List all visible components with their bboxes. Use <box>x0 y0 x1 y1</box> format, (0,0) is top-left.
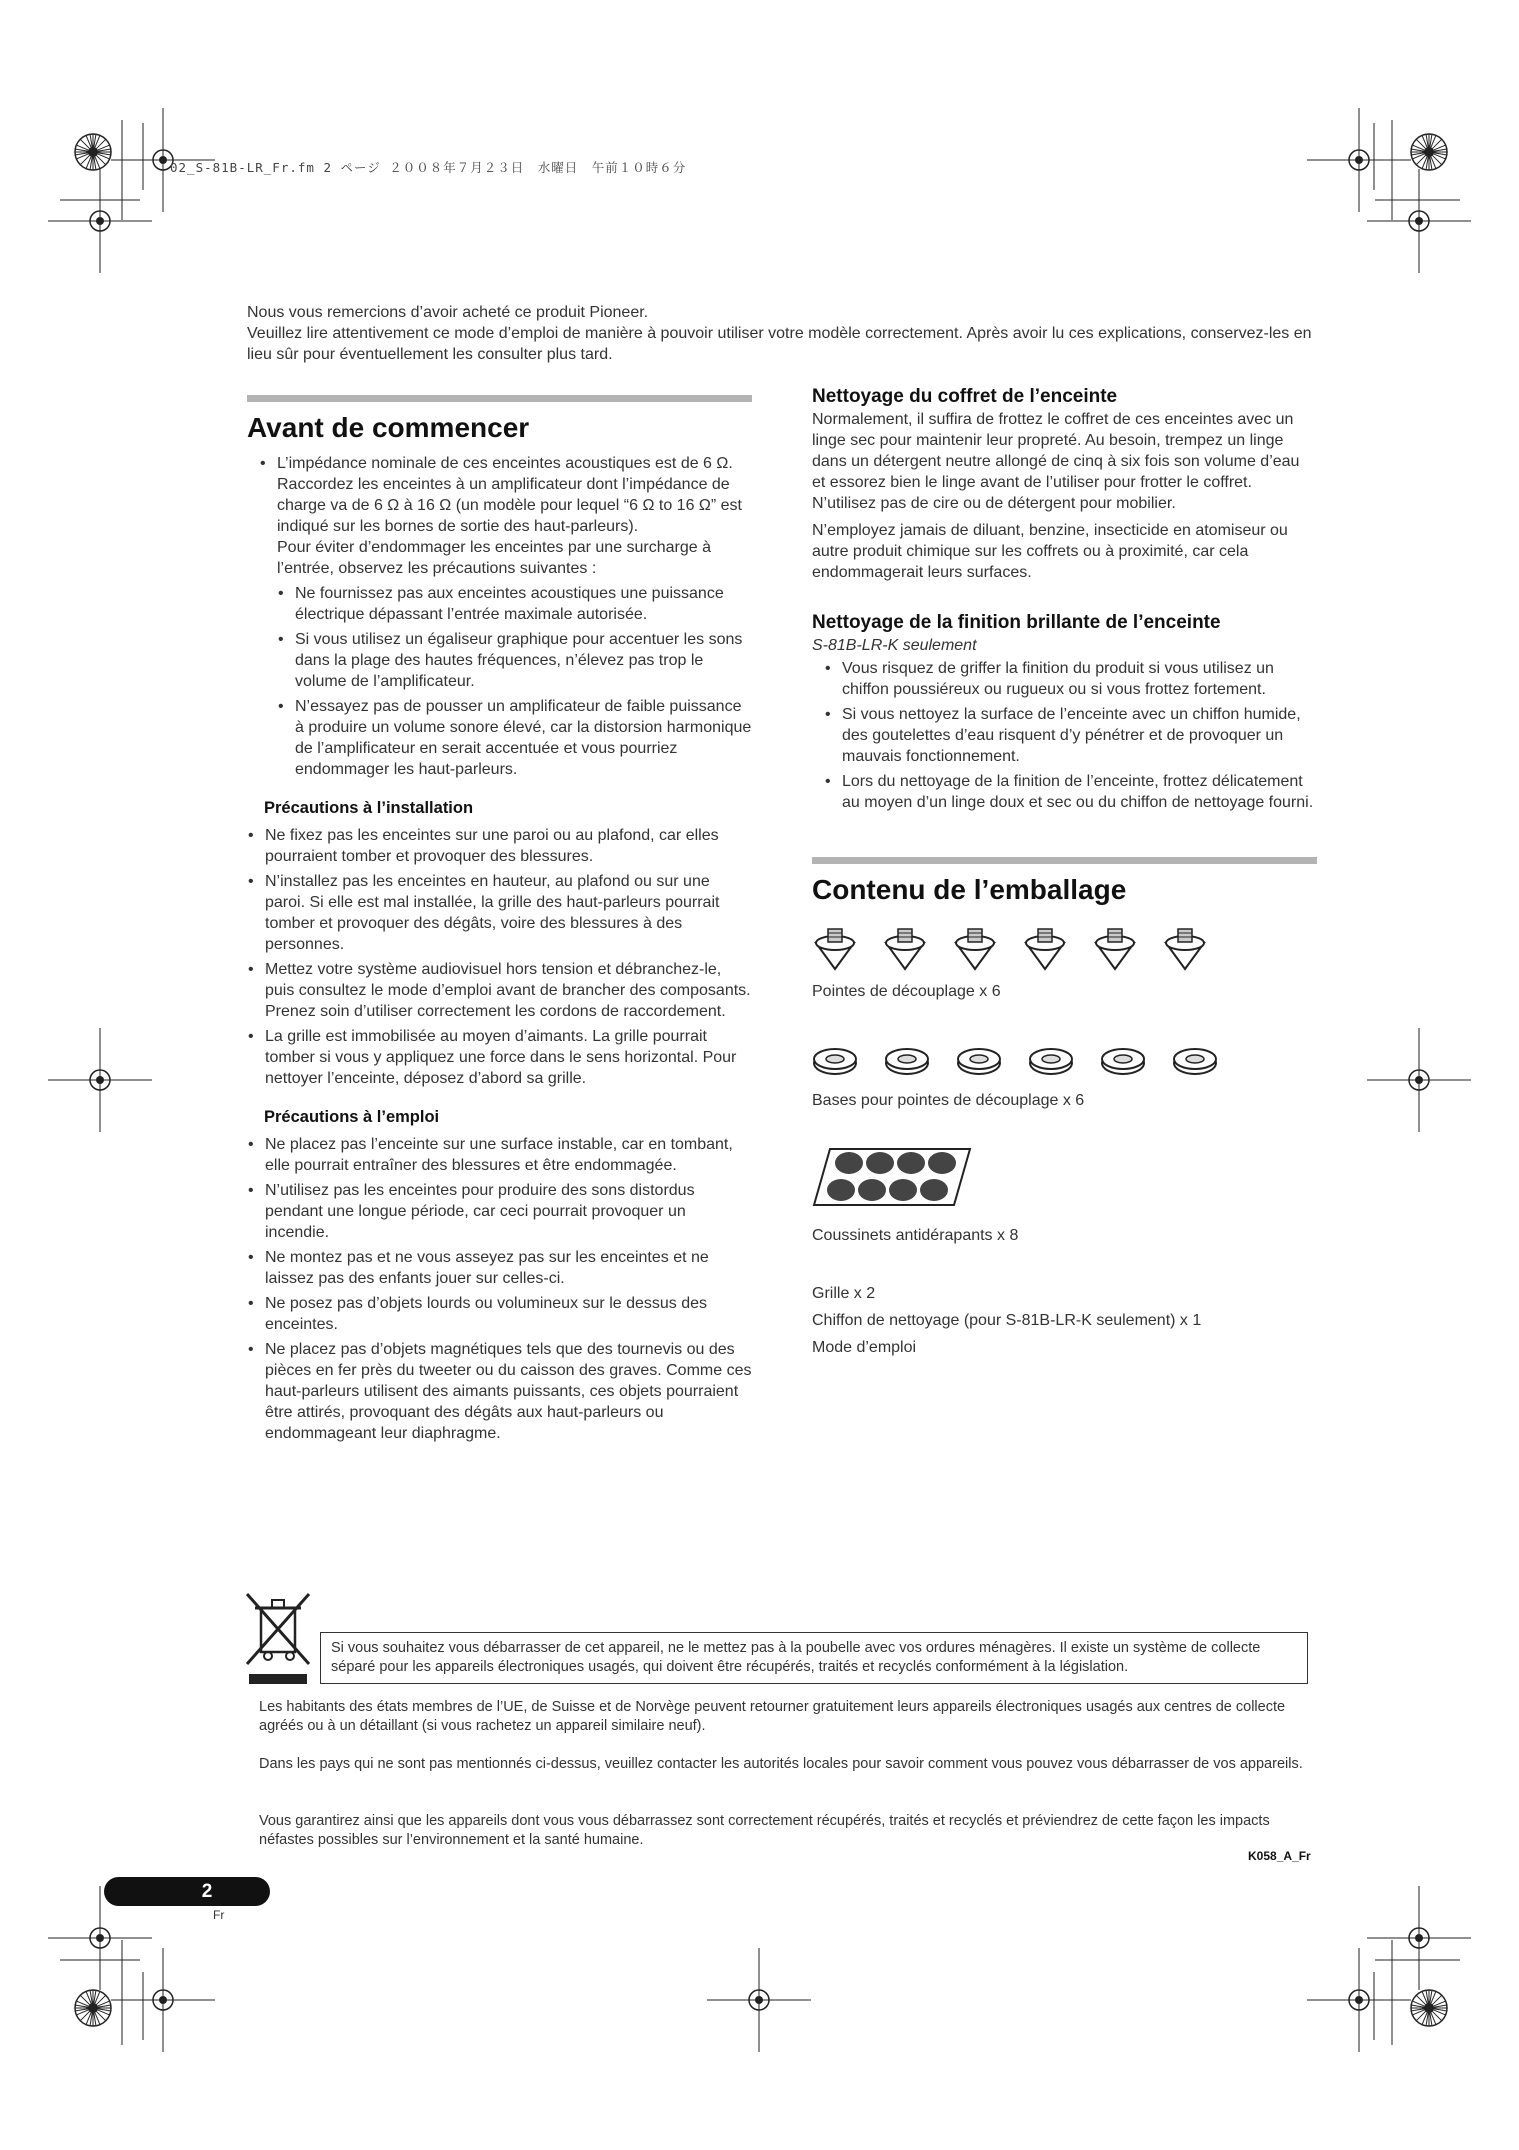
list-item: • La grille est immobilisée au moyen d’aimants. La grille pourrait tomber si vous y appliquez une force dans le sens horizontal. Pour nettoyer l’enceinte, déposez d’abord sa grille. <box>235 1026 752 1089</box>
list-item: • Si vous nettoyez la surface de l’enceinte avec un chiffon humide, des goutelettes d’eau risquent d’y pénétrer et de provoquer un mauvais fonctionnement. <box>812 704 1317 767</box>
right-column <box>812 385 1317 1361</box>
base-icon <box>884 1046 930 1076</box>
heading-bar <box>812 857 1317 864</box>
coffret-p1: Normalement, il suffira de frottez le coffret de ces enceintes avec un linge sec pour maintenir leur propreté. Au besoin, trempez un linge dans un détergent neutre allongé de cinq à six fois son volume d’eau et essorez bien le linge avant de l’utiliser pour frotter le coffret. N’utilisez pas de cire ou de détergent pour mobilier. <box>812 411 1300 512</box>
contenu-line: Mode d’emploi <box>812 1339 917 1356</box>
list-item: • Ne fournissez pas aux enceintes acoustiques une puissance électrique dépassant l’entrée maximale autorisée. <box>247 583 752 625</box>
weee-p2: Dans les pays qui ne sont pas mentionnés ci-dessus, veuillez contacter les autorités locales pour savoir comment vous pouvez vous débarrasser de vos appareils. <box>259 1756 1303 1772</box>
pads-sheet-icon <box>812 1147 972 1207</box>
list-item: • Mettez votre système audiovisuel hors tension et débranchez-le, puis consultez le mode d’emploi avant de brancher des composants. Prenez soin d’utiliser correctement les cordons de raccordement. <box>235 959 752 1022</box>
crossed-bin-icon <box>245 1592 313 1688</box>
pads-caption: Coussinets antidérapants x 8 <box>812 1227 1019 1244</box>
base-icon <box>1100 1046 1146 1076</box>
list-item: • N’installez pas les enceintes en hauteur, au plafond ou sur une paroi. Si elle est mal installée, la grille des haut-parleurs pourrait tomber et provoquer des dégâts, voire des blessures à des personnes. <box>235 871 752 955</box>
emploi-list <box>235 1134 752 1444</box>
list-item <box>247 453 752 780</box>
spike-icon <box>1162 925 1208 971</box>
avant-bullet-text: L’impédance nominale de ces enceintes acoustiques est de 6 Ω. Raccordez les enceintes à un amplificateur dont l’impédance de charge va de 6 Ω à 16 Ω (un modèle pour lequel “6 Ω to 16 Ω” est indiqué sur les bornes de sortie des haut-parleurs). <box>277 455 742 535</box>
list-item: • Ne montez pas et ne vous asseyez pas sur les enceintes et ne laissez pas des enfants jouer sur celles-ci. <box>235 1247 752 1289</box>
list-item: • N’essayez pas de pousser un amplificateur de faible puissance à produire un volume sonore élevé, car la distorsion harmonique de l’amplificateur en serait accentuée et vous pourriez endommager les haut-parleurs. <box>247 696 752 780</box>
finition-list <box>812 658 1317 813</box>
intro-read: Veuillez lire attentivement ce mode d’emploi de manière à pouvoir utiliser votre modèle correctement. Après avoir lu ces explications, conservez-les en lieu sûr pour éventuellement les consulter plus tard. <box>247 325 1312 363</box>
finition-title: Nettoyage de la finition brillante de l’enceinte <box>812 612 1221 633</box>
list-item: • Ne fixez pas les enceintes sur une paroi ou au plafond, car elles pourraient tomber et provoquer des blessures. <box>235 825 752 867</box>
list-item: • Ne posez pas d’objets lourds ou volumineux sur le dessus des enceintes. <box>235 1293 752 1335</box>
spikes-caption: Pointes de découplage x 6 <box>812 983 1001 1000</box>
base-icon <box>1028 1046 1074 1076</box>
base-icon <box>812 1046 858 1076</box>
heading-bar <box>247 395 752 402</box>
bases-caption: Bases pour pointes de découplage x 6 <box>812 1092 1085 1109</box>
page-number-text: 2 <box>201 1881 213 1902</box>
spikes-illustration <box>812 925 1317 971</box>
print-header: 02_S-81B-LR_Fr.fm 2 ページ ２００８年７月２３日 水曜日 午前１０時６分 <box>170 160 687 175</box>
spike-icon <box>812 925 858 971</box>
intro <box>247 302 1317 365</box>
contenu-line: Chiffon de nettoyage (pour S-81B-LR-K seulement) x 1 <box>812 1312 1202 1329</box>
weee-notice-box: Si vous souhaitez vous débarrasser de cet appareil, ne le mettez pas à la poubelle avec vos ordures ménagères. Il existe un système de collecte séparé pour les appareils électroniques usagés, qui doivent être récupérés, traités et recyclés conformément à la législation. <box>320 1632 1308 1684</box>
list-item: • Si vous utilisez un égaliseur graphique pour accentuer les sons dans la plage des hautes fréquences, n’élevez pas trop le volume de l’amplificateur. <box>247 629 752 692</box>
contenu-line: Grille x 2 <box>812 1285 876 1302</box>
left-column <box>247 395 752 1448</box>
page-language: Fr <box>213 1908 225 1922</box>
weee-code: K058_A_Fr <box>1248 1849 1311 1863</box>
list-item: • N’utilisez pas les enceintes pour produire des sons distordus pendant une longue période, car ceci pourrait provoquer un incendie. <box>235 1180 752 1243</box>
list-item: • Vous risquez de griffer la finition du produit si vous utilisez un chiffon poussiéreux ou rugueux ou si vous frottez fortement. <box>812 658 1317 700</box>
contenu-lines <box>812 1280 1317 1361</box>
spike-icon <box>952 925 998 971</box>
pads-illustration <box>812 1147 1317 1213</box>
contenu-title: Contenu de l’emballage <box>812 874 1127 905</box>
spike-icon <box>882 925 928 971</box>
weee-p3: Vous garantirez ainsi que les appareils dont vous vous débarrassez sont correctement récupérés, traités et recyclés et préviendrez de cette façon les impacts néfastes possibles sur l’environnement et la santé humaine. <box>259 1813 1270 1848</box>
coffret-p2: N’employez jamais de diluant, benzine, insecticide en atomiseur ou autre produit chimique sur les coffrets ou à proximité, car cela endommagerait leurs surfaces. <box>812 522 1288 581</box>
bases-illustration <box>812 1046 1317 1076</box>
base-icon <box>1172 1046 1218 1076</box>
spike-icon <box>1092 925 1138 971</box>
list-item: • Lors du nettoyage de la finition de l’enceinte, frottez délicatement au moyen d’un linge doux et sec ou du chiffon de nettoyage fourni. <box>812 771 1317 813</box>
list-item: • Ne placez pas l’enceinte sur une surface instable, car en tombant, elle pourrait entraîner des blessures et être endommagée. <box>235 1134 752 1176</box>
installation-title: Précautions à l’installation <box>264 799 474 817</box>
avant-bullet-cont: Pour éviter d’endommager les enceintes par une surcharge à l’entrée, observez les précautions suivantes : <box>277 539 712 577</box>
finition-note: S-81B-LR-K seulement <box>812 637 977 654</box>
spike-icon <box>1022 925 1068 971</box>
coffret-title: Nettoyage du coffret de l’enceinte <box>812 386 1118 407</box>
emploi-title: Précautions à l’emploi <box>264 1108 440 1126</box>
weee-p1: Les habitants des états membres de l’UE, de Suisse et de Norvège peuvent retourner gratuitement leurs appareils électroniques usagés aux centres de collecte agréés ou à un détaillant (si vous rachetez un appareil similaire neuf). <box>259 1699 1286 1734</box>
avant-list <box>247 453 752 780</box>
installation-list <box>235 825 752 1089</box>
avant-sublist <box>247 583 752 780</box>
intro-thanks: Nous vous remercions d’avoir acheté ce produit Pioneer. <box>247 304 649 321</box>
avant-title: Avant de commencer <box>247 412 530 443</box>
page-number <box>104 1877 270 1906</box>
list-item: • Ne placez pas d’objets magnétiques tels que des tournevis ou des pièces en fer près du tweeter ou du caisson des graves. Comme ces haut-parleurs utilisent des aimants puissants, ces objets pourraient être attirés, provoquant des dégâts aux haut-parleurs ou endommageant leur diaphragme. <box>235 1339 752 1444</box>
base-icon <box>956 1046 1002 1076</box>
